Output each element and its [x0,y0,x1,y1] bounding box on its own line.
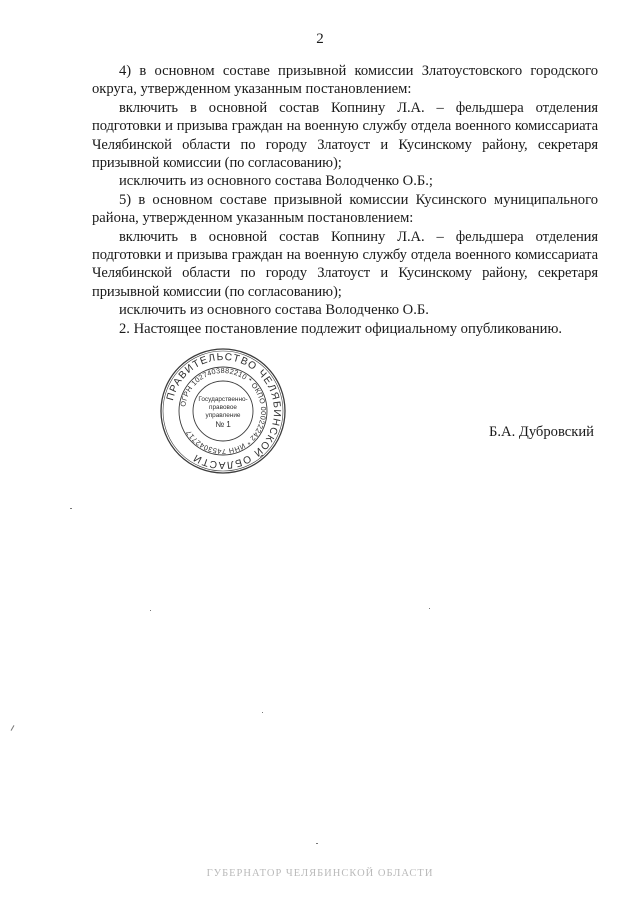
stamp-center-line-3: управление [205,412,241,419]
signer-name: Б.А. Дубровский [489,424,594,440]
footer-letterhead: ГУБЕРНАТОР ЧЕЛЯБИНСКОЙ ОБЛАСТИ [206,868,434,879]
scan-speck [429,608,430,609]
stamp-inner-text: ОГРН 1027403882210 * ОКПО 00022242 * ИНН 7453042717 [178,365,269,457]
scan-speck [316,843,318,844]
scan-speck [150,610,151,611]
paragraph-item-4-include: включить в основной состав Копнину Л.А. – фельдшера отделения подготовки и призыва граждан на военную службу отдела военного комиссариата Челябинской области по городу Златоуст и Кусинскому району, секретаря призывной комиссии (по согласованию); [92,99,598,172]
paragraph-item-5-exclude: исключить из основного состава Володченко О.Б. [119,302,429,319]
scan-speck [11,725,15,731]
paragraph-clause-2: 2. Настоящее постановление подлежит официальному опубликованию. [119,320,563,337]
stamp-center-line-4: № 1 [215,420,231,429]
paragraph-item-5-intro: 5) в основном составе призывной комиссии Кусинского муниципального района, утвержденном указанным постановлением: [92,191,598,227]
document-body [92,62,598,338]
scan-speck [262,712,263,713]
stamp-center-line-2: правовое [209,404,237,411]
official-seal-stamp [152,346,294,476]
page-number: 2 [316,31,324,47]
paragraph-item-5-include: включить в основной состав Копнину Л.А. – фельдшера отделения подготовки и призыва граждан на военную службу отдела военного комиссариата Челябинской области по городу Златоуст и Кусинскому району, секретаря призывной комиссии (по согласованию); [92,228,598,300]
scan-speck [70,508,72,509]
paragraph-item-4-exclude: исключить из основного состава Володченко О.Б.; [119,173,433,190]
paragraph-item-4-intro: 4) в основном составе призывной комиссии Златоустовского городского округа, утвержденном указанным постановлением: [92,63,598,98]
stamp-center-line-1: Государственно- [198,396,248,403]
stamp-outer-text: ПРАВИТЕЛЬСТВО ЧЕЛЯБИНСКОЙ ОБЛАСТИ [165,351,283,471]
